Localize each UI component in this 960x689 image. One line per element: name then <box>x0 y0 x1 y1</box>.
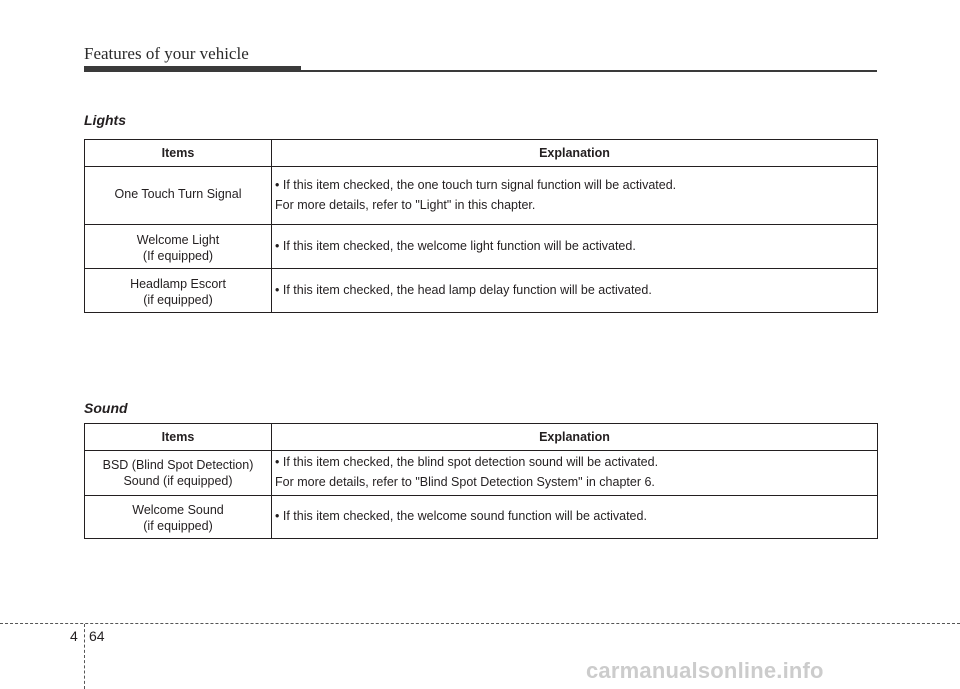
explanation-cell <box>272 167 878 225</box>
table-row <box>85 269 878 313</box>
footer-divider <box>0 623 960 624</box>
page-number: 64 <box>89 628 105 644</box>
item-label: Welcome Light <box>136 233 220 247</box>
chapter-number: 4 <box>70 628 78 644</box>
item-label: Headlamp Escort <box>130 277 226 291</box>
table-header-row <box>85 424 878 451</box>
explanation-line: • If this item checked, the blind spot detection sound will be activated. <box>275 455 659 469</box>
explanation-cell <box>272 269 878 313</box>
explanation-line: • If this item checked, the welcome light function will be activated. <box>275 239 636 253</box>
page-header-title: Features of your vehicle <box>84 44 249 63</box>
table-row <box>85 451 878 496</box>
item-cell <box>85 269 272 313</box>
items-column-header: Items <box>85 140 272 167</box>
item-label: Sound (if equipped) <box>123 474 233 488</box>
explanation-line: • If this item checked, the welcome sound function will be activated. <box>275 509 647 523</box>
item-label: BSD (Blind Spot Detection) <box>102 458 254 472</box>
table-header-row <box>85 140 878 167</box>
item-cell <box>85 225 272 269</box>
item-label: One Touch Turn Signal <box>114 187 242 201</box>
explanation-line: For more details, refer to "Blind Spot Detection System" in chapter 6. <box>275 475 655 489</box>
explanation-column-header: Explanation <box>272 424 878 451</box>
item-label: (if equipped) <box>143 293 213 307</box>
item-label: Welcome Sound <box>132 503 224 517</box>
explanation-cell <box>272 225 878 269</box>
lights-table <box>84 139 878 313</box>
item-label: (if equipped) <box>143 519 213 533</box>
footer-vertical-divider <box>84 624 85 689</box>
explanation-line: • If this item checked, the one touch turn signal function will be activated. <box>275 178 677 192</box>
explanation-cell <box>272 496 878 539</box>
item-label: (If equipped) <box>142 249 214 263</box>
watermark: carmanualsonline.info <box>586 658 824 683</box>
header-rule <box>84 70 877 72</box>
explanation-line: • If this item checked, the head lamp delay function will be activated. <box>275 283 652 297</box>
explanation-column-header: Explanation <box>272 140 878 167</box>
table-row <box>85 496 878 539</box>
explanation-line: For more details, refer to "Light" in this chapter. <box>275 198 536 212</box>
item-cell <box>85 496 272 539</box>
sound-table <box>84 423 878 539</box>
item-cell <box>85 451 272 496</box>
sound-section-title: Sound <box>84 400 128 416</box>
explanation-cell <box>272 451 878 496</box>
table-row <box>85 167 878 225</box>
items-column-header: Items <box>85 424 272 451</box>
table-row <box>85 225 878 269</box>
lights-section-title: Lights <box>84 112 126 128</box>
item-cell <box>85 167 272 225</box>
